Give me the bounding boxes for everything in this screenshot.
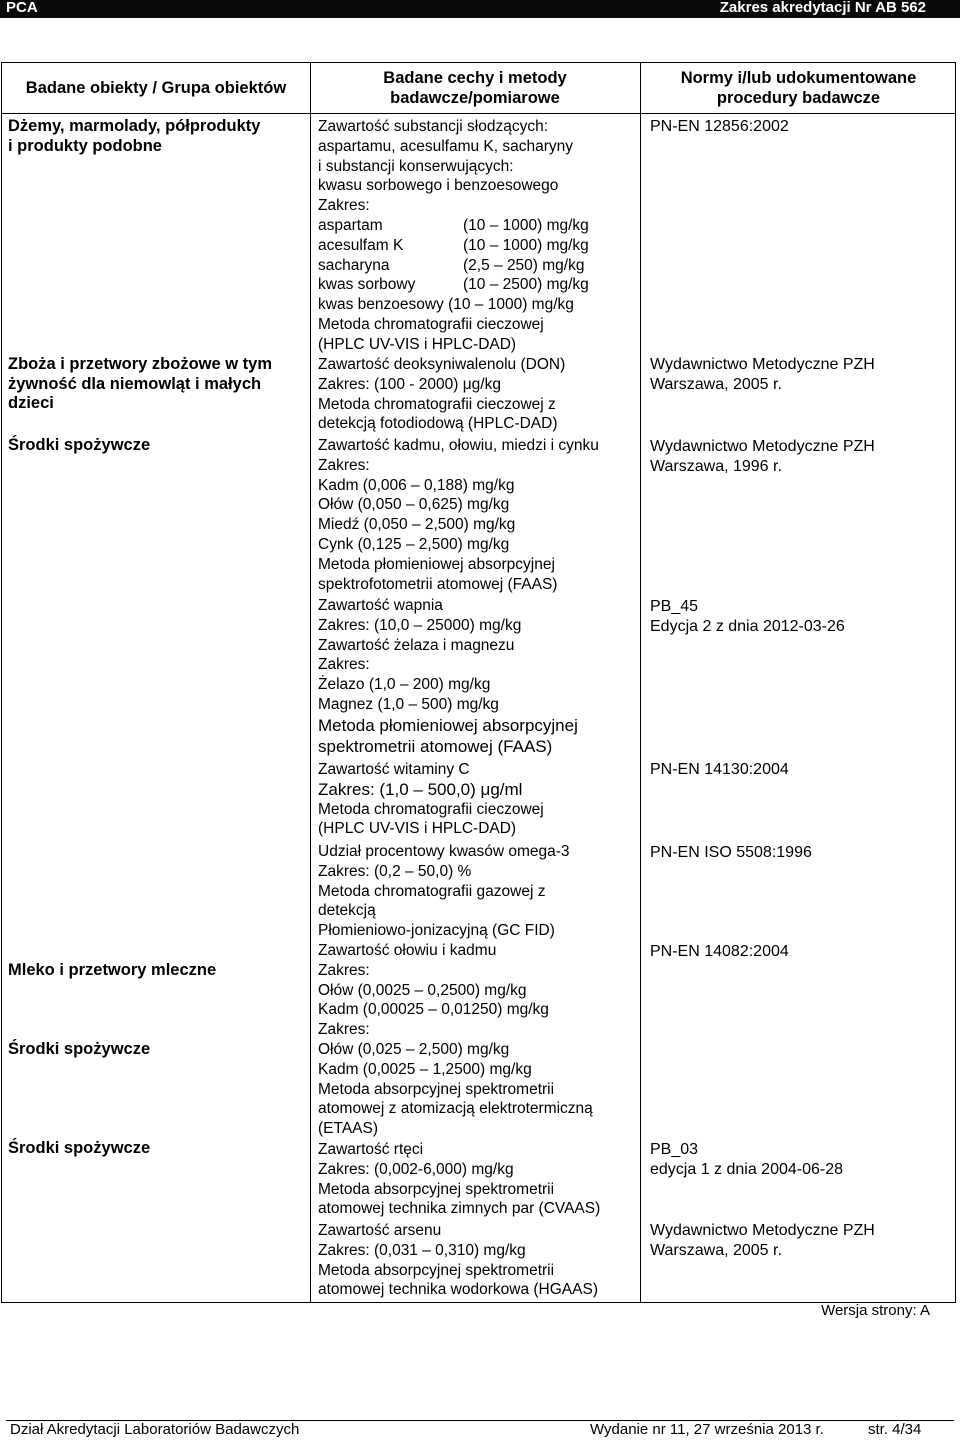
header-accreditation-title: Zakres akredytacji Nr AB 562: [719, 0, 926, 16]
object-food-1: Środki spożywcze: [8, 436, 151, 454]
norm-pb-03: PB_03 edycja 1 z dnia 2004-06-28: [650, 1141, 844, 1178]
norm-pzh-2005-arsenic: Wydawnictwo Metodyczne PZH Warszawa, 2005 r.: [650, 1222, 875, 1259]
method-don: Zawartość deoksyniwalenolu (DON) Zakres: (100 - 2000) μg/kg Metoda chromatografii cieczowej z detekcją fotodiodową (HPLC-DAD): [318, 356, 566, 433]
footer-department: Dział Akredytacji Laboratoriów Badawczych: [10, 1421, 300, 1438]
header-methods-line1: Badane cechy i metody: [383, 69, 567, 87]
header-norms: [640, 63, 957, 113]
object-milk: Mleko i przetwory mleczne: [8, 961, 217, 979]
method-calcium-iron-magnesium: Zawartość wapnia Zakres: (10,0 – 25000) mg/kg Zawartość żelaza i magnezu Zakres: Żelazo (1,0 – 200) mg/kg Magnez (1,0 – 500) mg/kg Metoda płomieniowej absorpcyjnej spektrometrii atomowej (FAAS): [318, 597, 578, 756]
method-mercury: Zawartość rtęci Zakres: (0,002-6,000) mg/kg Metoda absorpcyjnej spektrometrii atomowej technika zimnych par (CVAAS): [318, 1141, 601, 1218]
header-norms-line2: procedury badawcze: [716, 89, 881, 107]
footer-edition: Wydanie nr 11, 27 września 2013 r.: [590, 1421, 824, 1438]
norm-pb-45: PB_45 Edycja 2 z dnia 2012-03-26: [650, 598, 845, 635]
column-divider: [310, 63, 311, 1302]
range-row: sacharyna (2,5 – 250) mg/kg: [318, 256, 585, 274]
object-food-2: Środki spożywcze: [8, 1040, 151, 1058]
object-cereals: Zboża i przetwory zbożowe w tym żywność dla niemowląt i małych dzieci: [8, 355, 273, 412]
object-food-3: Środki spożywcze: [8, 1139, 151, 1157]
range-row: kwas sorbowy (10 – 2500) mg/kg: [318, 276, 589, 294]
method-arsenic: Zawartość arsenu Zakres: (0,031 – 0,310) mg/kg Metoda absorpcyjnej spektrometrii atomowej technika wodorkowa (HGAAS): [318, 1222, 598, 1299]
range-row: acesulfam K (10 – 1000) mg/kg: [318, 236, 589, 254]
header-methods: [310, 63, 640, 113]
norm-pn-en-iso-5508: PN-EN ISO 5508:1996: [650, 844, 812, 861]
page-header: [0, 0, 960, 18]
header-methods-line2: badawcze/pomiarowe: [390, 89, 560, 107]
header-org: PCA: [6, 0, 38, 16]
header-norms-line1: Normy i/lub udokumentowane: [680, 69, 917, 87]
method-omega-3: Udział procentowy kwasów omega-3 Zakres: (0,2 – 50,0) % Metoda chromatografii gazowej z detekcją Płomieniowo-jonizacyjną (GC FID): [318, 843, 570, 940]
method-sweeteners: Zawartość substancji słodzących: aspartamu, acesulfamu K, sacharyny i substancji konserwujących: kwasu sorbowego i benzoesowego Zakres: aspartam (10 – 1000) mg/kg acesulfam K (10 – 1000) mg/kg sacharyna (2,5 – 250) mg/kg kwas sorbowy (10 – 2500) mg/kg kwas benzoesowy (10 – 1000) mg/kg Metoda chromatografii cieczowej (HPLC UV-VIS i HPLC-DAD): [318, 118, 589, 353]
norm-pn-en-14130: PN-EN 14130:2004: [650, 761, 789, 778]
header-row-divider: [2, 113, 955, 114]
method-lead-cadmium: Zawartość ołowiu i kadmu Zakres: Ołów (0,0025 – 0,2500) mg/kg Kadm (0,00025 – 0,01250) mg/kg Zakres: Ołów (0,025 – 2,500) mg/kg Kadm (0,0025 – 1,2500) mg/kg Metoda absorpcyjnej spektrometrii atomowej z atomizacją elektrotermiczną (ETAAS): [318, 942, 593, 1138]
range-row: aspartam (10 – 1000) mg/kg: [318, 216, 589, 234]
object-jams: Dżemy, marmolady, półprodukty i produkty podobne: [8, 117, 261, 155]
header-objects: Badane obiekty / Grupa obiektów: [25, 79, 287, 97]
column-divider: [640, 63, 641, 1302]
norm-pn-en-14082: PN-EN 14082:2004: [650, 943, 789, 960]
method-vitamin-c: Zawartość witaminy C Zakres: (1,0 – 500,0) μg/ml Metoda chromatografii cieczowej (HPLC UV-VIS i HPLC-DAD): [318, 761, 544, 838]
norm-pzh-1996: Wydawnictwo Metodyczne PZH Warszawa, 1996 r.: [650, 438, 875, 475]
footer-page-number: str. 4/34: [868, 1421, 922, 1438]
norm-pn-en-12856: PN-EN 12856:2002: [650, 118, 789, 135]
page-version: Wersja strony: A: [821, 1302, 930, 1319]
method-metals: Zawartość kadmu, ołowiu, miedzi i cynku Zakres: Kadm (0,006 – 0,188) mg/kg Ołów (0,050 – 0,625) mg/kg Miedź (0,050 – 2,500) mg/kg Cynk (0,125 – 2,500) mg/kg Metoda płomieniowej absorpcyjnej spektrofotometrii atomowej (FAAS): [318, 437, 599, 593]
norm-pzh-2005: Wydawnictwo Metodyczne PZH Warszawa, 2005 r.: [650, 356, 875, 393]
